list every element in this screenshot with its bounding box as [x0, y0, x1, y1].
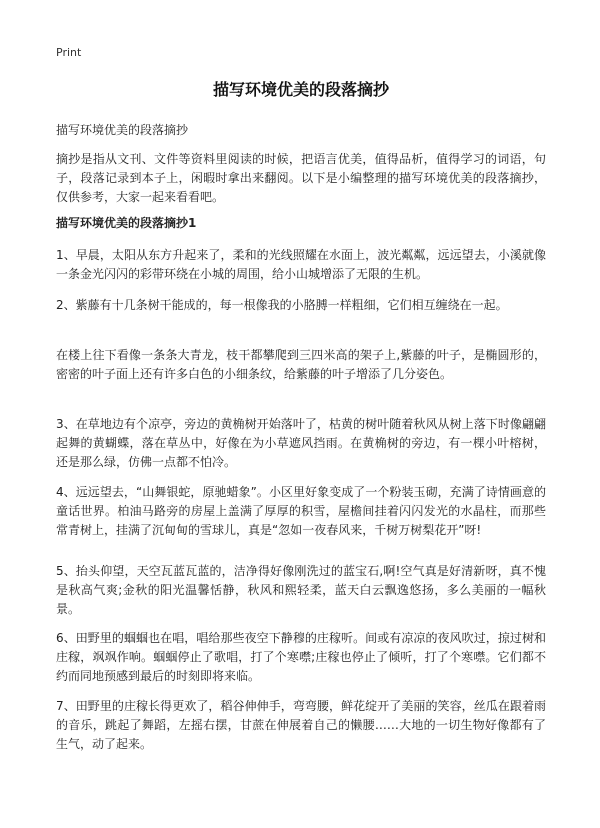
paragraph-1: 1、早晨，太阳从东方升起来了，柔和的光线照耀在水面上，波光粼粼，远远望去，小溪就像一条金光闪闪的彩带环绕在小城的周围，给小山城增添了无限的生机。: [56, 248, 546, 281]
print-link[interactable]: Print: [56, 46, 82, 59]
paragraph-3: 在楼上往下看像一条条大青龙，枝干都攀爬到三四米高的架子上,紫藤的叶子，是椭圆形的，密密的叶子面上还有许多白色的小细条纹，给紫藤的叶子增添了几分姿色。: [56, 348, 546, 381]
paragraph-7: 6、田野里的蝈蝈也在唱，唱给那些夜空下静穆的庄稼听。间或有凉凉的夜风吹过，掠过树和庄稼，飒飒作响。蝈蝈停止了歌唱，打了个寒噤;庄稼也停止了倾听，打了个寒噤。它们都不约而同地预感到最后的时刻即将来临。: [56, 631, 546, 683]
intro-paragraph: 摘抄是指从文刊、文件等资料里阅读的时候，把语言优美，值得品析，值得学习的词语，句子，段落记录到本子上，闲暇时拿出来翻阅。以下是小编整理的描写环境优美的段落摘抄，仅供参考，大家一起来看看吧。: [56, 152, 546, 204]
section-heading: 描写环境优美的段落摘抄1: [56, 216, 197, 230]
paragraph-5: 4、远远望去，“山舞银蛇，原驰蜡象”。小区里好象变成了一个粉装玉砌，充满了诗情画意的童话世界。柏油马路旁的房屋上盖满了厚厚的积雪，屋檐间挂着闪闪发光的水晶柱，而那些常青树上，挂满了沉甸甸的雪球儿，真是“忽如一夜春风来，千树万树梨花开”呀!: [56, 485, 546, 537]
document-subtitle: 描写环境优美的段落摘抄: [56, 123, 189, 137]
paragraph-6: 5、抬头仰望，天空瓦蓝瓦蓝的，洁净得好像刚洗过的蓝宝石,啊!空气真是好清新呀，真不愧是秋高气爽;金秋的阳光温馨恬静，秋风和熙轻柔，蓝天白云飘逸悠扬，多么美丽的一幅秋景。: [56, 564, 546, 616]
paragraph-4: 3、在草地边有个凉亭，旁边的黄桷树开始落叶了，枯黄的树叶随着秋风从树上落下时像翩翩起舞的黄蝴蝶，落在草丛中，好像在为小草遮风挡雨。在黄桷树的旁边，有一棵小叶榕树，还是那么绿，仿佛一点都不怕冷。: [56, 417, 546, 469]
paragraph-2: 2、紫藤有十几条树干能成的，每一根像我的小胳膊一样粗细，它们相互缠绕在一起。: [56, 298, 508, 312]
paragraph-8: 7、田野里的庄稼长得更欢了，稻谷伸伸手，弯弯腰，鲜花绽开了美丽的笑容，丝瓜在跟着雨的音乐，跳起了舞蹈，左摇右摆，甘蔗在伸展着自己的懒腰……大地的一切生物好像都有了生气，动了起来。: [56, 699, 546, 751]
page-title: 描写环境优美的段落摘抄: [212, 80, 389, 99]
